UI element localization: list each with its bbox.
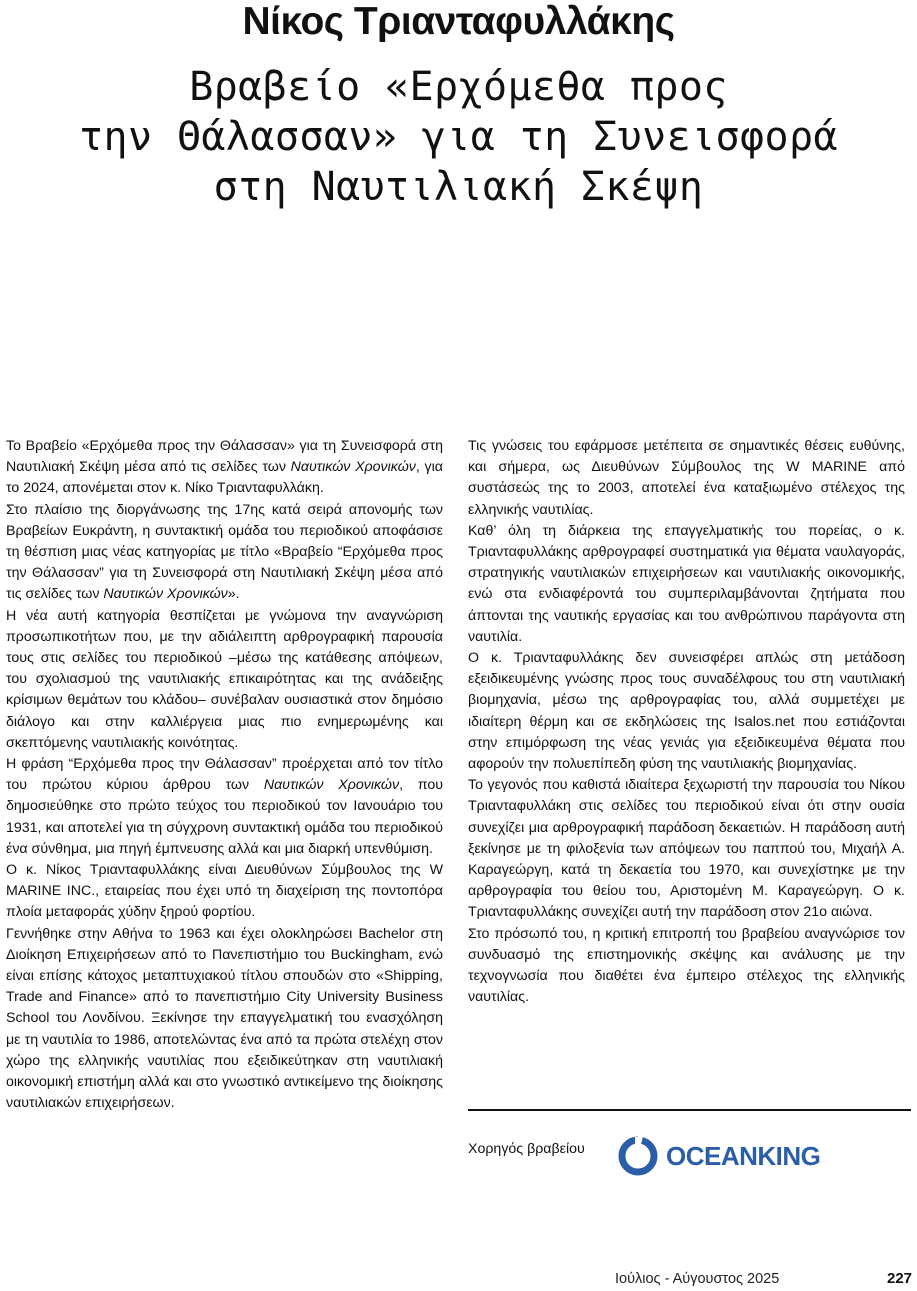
body-paragraph [6,754,443,860]
body-paragraph [468,521,905,648]
body-paragraph [6,606,443,754]
text-run: , για το 2024, απονέμεται στον κ. Νίκο Τριανταφυλλάκη. [6,459,444,497]
italic-text: Ναυτικών Χρονικών [103,586,228,603]
italic-text: Ναυτικών Χρονικών [290,459,416,476]
body-paragraph [468,436,905,521]
text-run: Το Βραβείο «Ερχόμεθα προς την Θάλασσαν» για τη Συνεισφορά στη Ναυτιλιακή Σκέψη μέσα από τις σελίδες των [6,438,443,476]
body-paragraph [6,860,443,924]
award-title [0,62,917,212]
body-paragraph [6,500,443,606]
text-run: Γεννήθηκε στην Αθήνα το 1963 και έχει ολοκληρώσει Bachelor στη Διοίκηση Επιχειρήσεων από το Πανεπιστήμιο του Buckingham, ενώ είναι επίσης κάτοχος μεταπτυχιακού τίτλου σπουδών στο «Shipping, Trade and Finance» από το πανεπιστήμιο City University Business School του Λονδίνου. Ξεκίνησε την επαγγελματική του ενασχόληση με τη ναυτιλία το 1986, αποτελώντας ένα από τα πρώτα στελέχη στον χώρο της ελληνικής ναυτιλίας που εξειδικεύτηκαν στη ναυτιλιακή οικονομική επιστήμη αλλά και στο γνωστικό αντικείμενο της διοίκησης ναυτιλιακών επιχειρήσεων. [6,925,443,1112]
italic-text: Ναυτικών Χρονικών [263,777,400,794]
text-run: Ο κ. Νίκος Τριανταφυλλάκης είναι Διευθύνων Σύμβουλος της W MARINE INC., εταιρείας που έχει υπό τη διαχείριση της ποντοπόρα πλοία μεταφοράς χύδην ξηρού φορτίου. [6,862,443,921]
left-column [6,436,443,1115]
award-title-line: στη Ναυτιλιακή Σκέψη [213,164,704,210]
text-run: Τις γνώσεις του εφάρμοσε μετέπειτα σε σημαντικές θέσεις ευθύνης, και σήμερα, ως Διευθύνων Σύμβουλος της W MARINE από συστάσεώς της το 2003, αποτελεί ένα καταξιωμένο στέλεχος της ελληνικής ναυτιλίας. [468,438,905,518]
oceanking-logo-text: OCEANKING [666,1140,821,1171]
body-paragraph [6,924,443,1115]
award-title-line: την Θάλασσαν» για τη Συνεισφορά [79,114,838,160]
author-name: Νίκος Τριανταφυλλάκης [242,0,675,43]
sponsor-divider [468,1109,911,1111]
text-run: , που δημοσιεύθηκε στο πρώτο τεύχος του περιοδικού τον Ιανουάριο του 1931, και αποτελεί για τη σύγχρονη συντακτική ομάδα του περιοδικού ένα σύνθημα, μια πηγή έμπνευσης αλλά και μια διαρκή υπενθύμιση. [6,777,444,857]
right-column [468,436,905,1008]
oceanking-logo [618,1136,820,1176]
text-run: Η νέα αυτή κατηγορία θεσπίζεται με γνώμονα την αναγνώριση προσωπικοτήτων που, με την αδιάλειπτη αρθρογραφική παρουσία τους στις σελίδες του περιοδικού –μέσω της κατάθεσης απόψεων, του σχολιασμού της ναυτιλιακής επικαιρότητας και της ανάδειξης κρίσιμων θεμάτων του κλάδου– συνέβαλαν ουσιαστικά στον δημόσιο διάλογο και στην καλλιέργεια μιας πιο ενημερωμένης και σκεπτόμενης ναυτιλιακής κοινότητας. [6,607,443,751]
text-run: Καθ’ όλη τη διάρκεια της επαγγελματικής του πορείας, ο κ. Τριανταφυλλάκης αρθρογραφεί συστηματικά για θέματα ναυλαγοράς, στρατηγικής ναυτιλιακών επιχειρήσεων και ναυτιλιακής οικονομικής, ενώ στα ενδιαφέροντά του συμπεριλαμβάνονται ζητήματα που άπτονται της ναυτικής εργασίας και του ανθρώπινου παράγοντα στη ναυτιλία. [468,522,905,645]
body-paragraph [468,924,905,1009]
body-paragraph [468,648,905,775]
text-run: Το γεγονός που καθιστά ιδιαίτερα ξεχωριστή την παρουσία του Νίκου Τριανταφυλλάκη στις σελίδες του περιοδικού είναι ότι στην ουσία συνεχίζει μια αρθρογραφική παράδοση δεκαετιών. Η παράδοση αυτή ξεκίνησε με τη φιλοξενία των απόψεων του παππού του, Μιχαήλ Α. Καραγεώργη, κατά τη δεκαετία του 1970, και συνεχίστηκε με την αρθρογραφία του θείου του, Αριστομένη Μ. Καραγεώργη. Ο κ. Τριανταφυλλάκης συνεχίζει αυτή την παράδοση στον 21ο αιώνα. [468,777,905,921]
text-run: Στο πρόσωπό του, η κριτική επιτροπή του βραβείου αναγνώρισε τον συνδυασμό της επιστημονικής σκέψης και ανάλυσης με την τεχνογνωσία που διαθέτει ένα έμπειρο στέλεχος της ελληνικής ναυτιλίας. [468,925,905,1006]
body-paragraph [6,436,443,500]
footer-issue-date: Ιούλιος - Αύγουστος 2025 [615,1271,780,1287]
sponsor-label: Χορηγός βραβείου [468,1141,585,1157]
oceanking-logo-icon [618,1136,658,1176]
text-run: Ο κ. Τριανταφυλλάκης δεν συνεισφέρει απλώς στη μετάδοση εξειδικευμένης γνώσης προς τους συναδέλφους του στη ναυτιλιακή βιομηχανία, μέσω της αρθρογραφίας του, αλλά συμμετέχει με ιδιαίτερη θέρμη και σε εκδηλώσεις της Isalos.net που εστιάζονται στην επιμόρφωση της νέας γενιάς για εξειδικευμένα θέματα που αφορούν την πολυεπίπεδη φύση της ναυτιλιακής βιομηχανίας. [468,650,905,773]
body-paragraph [468,775,905,923]
text-run: ». [227,586,240,603]
award-title-line: Βραβείο «Ερχόμεθα προς [189,64,728,110]
footer-page-number: 227 [887,1270,913,1287]
text-run: Στο πλαίσιο της διοργάνωσης της 17ης κατά σειρά απονομής των Βραβείων Ευκράντη, η συντακτική ομάδα του περιοδικού αποφάσισε τη θέσπιση μιας νέας κατηγορίας με τίτλο «Βραβείο “Ερχόμεθα προς την Θάλασσαν” για τη Συνεισφορά στη Ναυτιλιακή Σκέψη μέσα από τις σελίδες των [6,501,443,603]
text-run: Η φράση “Ερχόμεθα προς την Θάλασσαν” προέρχεται από τον τίτλο του πρώτου κύριου άρθρου των [6,756,443,794]
